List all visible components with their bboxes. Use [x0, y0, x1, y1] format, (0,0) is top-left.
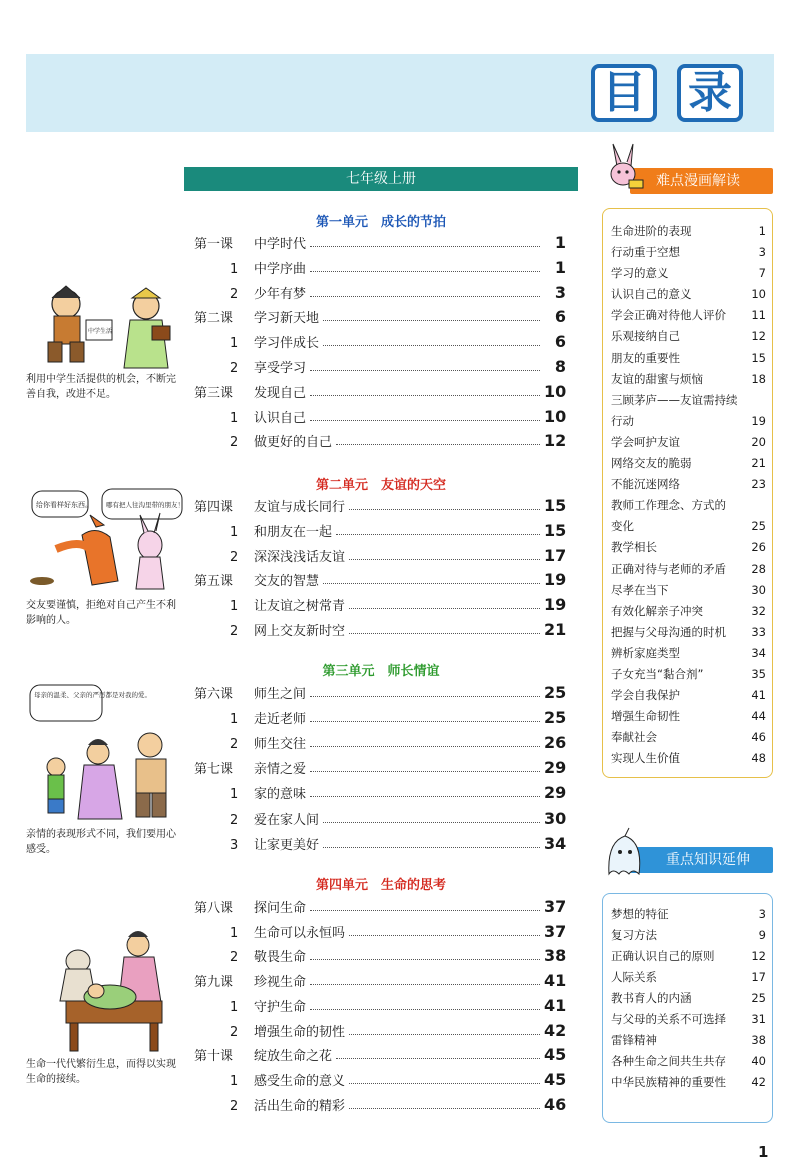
panel-item-page: 18 — [751, 371, 766, 386]
title-char-1: 目 — [591, 64, 657, 122]
toc-page-number: 41 — [544, 971, 567, 991]
toc-number: 3 — [230, 837, 239, 853]
toc-page-number: 38 — [544, 946, 567, 966]
panel-item[interactable] — [611, 1072, 766, 1093]
panel-item-title: 教学相长 — [611, 540, 657, 555]
toc-title: 中学序曲 — [254, 261, 307, 277]
toc-number: 第九课 — [194, 975, 234, 991]
panel-item[interactable] — [611, 1030, 766, 1051]
illustration-scholar — [26, 276, 186, 372]
toc-title: 少年有梦 — [254, 286, 307, 302]
panel-item-page: 38 — [751, 1033, 766, 1047]
panel-item-title: 网络交友的脆弱 — [611, 456, 692, 471]
toc-page-number: 25 — [544, 683, 567, 702]
toc-title: 绽放生命之花 — [254, 1049, 333, 1065]
panel-item-title: 梦想的特征 — [611, 907, 669, 921]
toc-section-row[interactable] — [194, 703, 566, 727]
toc-page-number: 34 — [544, 833, 567, 853]
toc-section-row[interactable] — [194, 1065, 566, 1089]
panel-item[interactable] — [611, 369, 766, 390]
toc-page-number: 6 — [554, 332, 566, 352]
toc-number: 第十课 — [194, 1049, 234, 1065]
toc-section-row[interactable] — [194, 516, 566, 540]
toc-lesson-row[interactable] — [194, 377, 566, 401]
toc-number: 1 — [230, 410, 239, 426]
panel-item-title: 变化 — [611, 519, 634, 534]
panel-item-page: 17 — [751, 970, 766, 984]
panel-item-page: 9 — [758, 928, 766, 942]
panel-item-page: 40 — [751, 1054, 766, 1068]
toc-page-number: 25 — [544, 708, 567, 728]
toc-page-number: 10 — [544, 406, 567, 426]
dot-leader — [349, 935, 540, 936]
panel-item-page: 33 — [751, 624, 766, 639]
toc-title: 师生交往 — [254, 737, 307, 753]
rabbit-mascot-icon — [603, 142, 645, 194]
panel-item[interactable] — [611, 904, 766, 925]
panel-item[interactable] — [611, 516, 766, 537]
knowledge-panel-list — [602, 893, 773, 1123]
panel-item-page: 35 — [751, 666, 766, 681]
panel-item[interactable] — [611, 221, 766, 242]
caption-2: 交友要谨慎，拒绝对自己产生不利影响的人。 — [26, 600, 176, 626]
dot-leader — [336, 534, 540, 535]
toc-page-number: 19 — [544, 595, 567, 615]
panel-item-title: 子女充当“黏合剂” — [611, 666, 704, 681]
toc-title: 发现自己 — [254, 385, 307, 401]
comic-panel-list — [602, 208, 773, 778]
toc-title: 走近老师 — [254, 712, 307, 728]
toc-section-row[interactable] — [194, 941, 566, 965]
toc-page-number: 21 — [544, 620, 567, 639]
panel-item-title: 教师工作理念、方式的 — [611, 498, 726, 513]
dot-leader — [310, 910, 540, 911]
toc-title: 爱在家人间 — [254, 812, 320, 828]
panel-item-page: 15 — [751, 350, 766, 365]
dot-leader — [349, 608, 540, 609]
toc-page-number: 41 — [544, 995, 567, 1015]
panel-item-title: 各种生命之间共生共存 — [611, 1054, 726, 1068]
toc-title: 增强生命的韧性 — [254, 1024, 346, 1040]
toc-page-number: 12 — [544, 431, 567, 451]
toc-section-row[interactable] — [194, 253, 566, 277]
dot-leader — [310, 246, 540, 247]
dot-leader — [310, 1009, 540, 1010]
panel-item-title: 辨析家庭类型 — [611, 645, 680, 660]
toc-page-number: 46 — [544, 1094, 567, 1114]
dot-leader — [310, 746, 540, 747]
toc-number: 2 — [230, 950, 239, 966]
dot-leader — [349, 633, 540, 634]
panel-item-title: 学习的意义 — [611, 266, 669, 281]
panel-item[interactable] — [611, 1009, 766, 1030]
panel-item-title: 学会自我保护 — [611, 688, 680, 703]
toc-number: 1 — [230, 925, 239, 941]
toc-number: 第五课 — [194, 574, 234, 590]
panel-item-title: 人际关系 — [611, 970, 657, 984]
toc-page-number: 1 — [554, 233, 566, 252]
dot-leader — [310, 296, 540, 297]
panel-item-title: 行动重于空想 — [611, 245, 680, 260]
toc-title: 师生之间 — [254, 687, 307, 702]
dot-leader — [310, 771, 540, 772]
dot-leader — [310, 420, 540, 421]
panel-item-page: 12 — [751, 949, 766, 963]
unit-heading: 第三单元 师长情谊 — [322, 664, 440, 679]
family-bubble-text: 母亲的温柔、父亲的严厉都是对我的爱。 — [34, 691, 151, 699]
toc-number: 第七课 — [194, 762, 234, 778]
caption-1: 利用中学生活提供的机会，不断完善自我，改进不足。 — [26, 374, 176, 400]
unit-heading: 第一单元 成长的节拍 — [315, 215, 446, 230]
panel-item-page: 21 — [751, 456, 766, 471]
panel-item[interactable] — [611, 305, 766, 326]
toc-lesson-row[interactable] — [194, 753, 566, 777]
panel-item-page: 1 — [758, 224, 766, 238]
toc-number: 第八课 — [194, 901, 234, 916]
toc-title: 交友的智慧 — [254, 574, 320, 590]
knowledge-panel-label: 重点知识延伸 — [630, 847, 773, 873]
fox-bubble-text: 给你看样好东西。 — [36, 501, 92, 509]
panel-item-page: 32 — [751, 603, 766, 618]
panel-item-title: 与父母的关系不可选择 — [611, 1012, 726, 1026]
panel-item[interactable] — [611, 284, 766, 305]
panel-item-page: 20 — [751, 434, 766, 449]
panel-item[interactable] — [611, 622, 766, 643]
panel-item-page: 28 — [751, 561, 766, 576]
toc-number: 1 — [230, 336, 239, 352]
toc-title: 活出生命的精彩 — [254, 1098, 346, 1114]
panel-item[interactable] — [611, 685, 766, 706]
toc-number: 2 — [230, 361, 239, 376]
header-band — [26, 54, 774, 132]
unit-heading: 第二单元 友谊的天空 — [315, 478, 446, 493]
toc-section-row[interactable] — [194, 1016, 566, 1040]
panel-item-title: 教书育人的内涵 — [611, 991, 692, 1005]
toc-title: 生命可以永恒吗 — [254, 925, 346, 941]
toc-page-number: 37 — [544, 921, 567, 941]
panel-item[interactable] — [611, 474, 766, 495]
toc-title: 认识自己 — [254, 410, 307, 426]
panel-item-title: 乐观接纳自己 — [611, 329, 680, 344]
panel-item-page: 46 — [751, 730, 766, 745]
toc-title: 感受生命的意义 — [254, 1073, 346, 1089]
toc-title: 做更好的自己 — [254, 435, 333, 451]
unit-heading: 第四单元 生命的思考 — [315, 878, 446, 893]
panel-item[interactable] — [611, 411, 766, 432]
panel-item-page: 48 — [751, 751, 766, 766]
toc-title: 深深浅浅话友谊 — [254, 549, 346, 565]
toc-page-number: 19 — [544, 570, 567, 590]
dot-leader — [310, 984, 540, 985]
dot-leader — [310, 271, 540, 272]
toc-number: 1 — [230, 787, 239, 803]
panel-item[interactable] — [611, 495, 766, 516]
panel-item-title: 实现人生价值 — [611, 751, 680, 766]
toc-lesson-row[interactable] — [194, 228, 566, 252]
toc-page-number: 10 — [544, 381, 567, 401]
panel-item-page: 25 — [751, 991, 766, 1005]
panel-item-title: 中华民族精神的重要性 — [611, 1075, 726, 1089]
toc-lesson-row[interactable] — [194, 565, 566, 589]
panel-item[interactable] — [611, 348, 766, 369]
panel-item[interactable] — [611, 988, 766, 1009]
toc-lesson-row[interactable] — [194, 1040, 566, 1064]
panel-item-title: 正确认识自己的原则 — [611, 949, 715, 963]
illustration-cradle — [26, 925, 186, 1053]
toc-number: 1 — [230, 1073, 239, 1089]
panel-item-page: 41 — [751, 688, 766, 703]
panel-item[interactable] — [611, 432, 766, 453]
toc-title: 让家更美好 — [254, 837, 320, 853]
title-char-2: 录 — [677, 64, 743, 122]
toc-page-number: 3 — [554, 282, 566, 302]
toc-number: 2 — [230, 1024, 239, 1040]
dot-leader — [323, 847, 540, 848]
panel-item-page: 25 — [751, 519, 766, 534]
toc-section-row[interactable] — [194, 1090, 566, 1114]
panel-item[interactable] — [611, 925, 766, 946]
toc-page-number: 45 — [544, 1069, 567, 1089]
dot-leader — [310, 395, 540, 396]
panel-item[interactable] — [611, 263, 766, 284]
sign-text: 中学生活 — [88, 328, 113, 335]
panel-item-page: 30 — [751, 582, 766, 597]
panel-item-title: 学会呵护友谊 — [611, 434, 680, 449]
comic-panel-label: 难点漫画解读 — [630, 168, 773, 194]
toc-section-row[interactable] — [194, 778, 566, 802]
panel-item-title: 雷锋精神 — [611, 1033, 657, 1047]
panel-item[interactable] — [611, 748, 766, 769]
toc-number: 2 — [230, 737, 239, 753]
caption-3: 亲情的表现形式不同，我们要用心感受。 — [26, 829, 176, 855]
toc-page-number: 26 — [544, 733, 567, 753]
toc-title: 敬畏生命 — [254, 950, 307, 966]
panel-item-page: 11 — [751, 308, 766, 323]
toc-number: 第六课 — [194, 687, 234, 702]
toc-number: 2 — [230, 549, 239, 565]
toc-title: 友谊与成长同行 — [254, 500, 346, 515]
panel-item[interactable] — [611, 580, 766, 601]
toc-number: 第二课 — [194, 311, 234, 327]
toc-section-row[interactable] — [194, 352, 566, 376]
toc-title: 学习新天地 — [254, 311, 320, 327]
toc-title: 守护生命 — [254, 999, 307, 1015]
panel-item-title: 尽孝在当下 — [611, 582, 669, 597]
toc-page-number: 8 — [554, 357, 566, 376]
toc-section-row[interactable] — [194, 804, 566, 828]
panel-item[interactable] — [611, 537, 766, 558]
dot-leader — [323, 320, 540, 321]
toc-section-row[interactable] — [194, 728, 566, 752]
toc-section-row[interactable] — [194, 590, 566, 614]
panel-item[interactable] — [611, 706, 766, 727]
toc-page-number: 6 — [554, 307, 566, 327]
dot-leader — [349, 1034, 540, 1035]
illustration-family — [26, 683, 186, 823]
panel-item-page: 19 — [751, 413, 766, 428]
grade-heading: 七年级上册 — [184, 167, 578, 191]
toc-section-row[interactable] — [194, 829, 566, 853]
toc-page-number: 15 — [544, 520, 567, 540]
toc-number: 1 — [230, 261, 239, 277]
toc-title: 探问生命 — [254, 901, 307, 916]
toc-section-row[interactable] — [194, 917, 566, 941]
toc-section-row[interactable] — [194, 402, 566, 426]
panel-item-page: 10 — [751, 287, 766, 302]
toc-number: 2 — [230, 812, 239, 828]
toc-number: 1 — [230, 999, 239, 1015]
panel-item[interactable] — [611, 727, 766, 748]
panel-item[interactable] — [611, 664, 766, 685]
panel-item[interactable] — [611, 967, 766, 988]
panel-item[interactable] — [611, 643, 766, 664]
toc-number: 2 — [230, 1098, 239, 1114]
toc-page-number: 30 — [544, 808, 567, 828]
panel-item[interactable] — [611, 390, 766, 411]
rabbit-bubble-text: 哪有把人往沟里带的朋友！ — [106, 501, 184, 509]
toc-page-number: 42 — [544, 1020, 567, 1040]
panel-item-page: 42 — [751, 1075, 766, 1089]
toc-title: 珍视生命 — [254, 975, 307, 991]
dot-leader — [310, 796, 540, 797]
toc-section-row[interactable] — [194, 426, 566, 450]
toc-section-row[interactable] — [194, 327, 566, 351]
illustration-fox-rabbit — [26, 485, 186, 597]
panel-item-page: 3 — [758, 907, 766, 921]
toc-title: 让友谊之树常青 — [254, 599, 346, 615]
toc-page-number: 17 — [544, 545, 567, 565]
panel-item-title: 正确对待与老师的矛盾 — [611, 561, 726, 576]
toc-title: 和朋友在一起 — [254, 524, 333, 540]
toc-section-row[interactable] — [194, 991, 566, 1015]
toc-page-number: 29 — [544, 783, 567, 803]
toc-number: 1 — [230, 599, 239, 615]
panel-item[interactable] — [611, 242, 766, 263]
dot-leader — [349, 1083, 540, 1084]
panel-item[interactable] — [611, 453, 766, 474]
toc-title: 享受学习 — [254, 361, 307, 376]
dot-leader — [336, 1058, 540, 1059]
dot-leader — [323, 583, 540, 584]
dot-leader — [310, 370, 540, 371]
panel-item-title: 行动 — [611, 413, 634, 428]
dot-leader — [349, 1108, 540, 1109]
dot-leader — [310, 959, 540, 960]
panel-item-title: 三顾茅庐——友谊需持续 — [611, 392, 738, 407]
panel-item[interactable] — [611, 559, 766, 580]
panel-item-page: 31 — [751, 1012, 766, 1026]
panel-item-page: 26 — [751, 540, 766, 555]
page-number: 1 — [758, 1143, 769, 1161]
toc-number: 2 — [230, 435, 239, 451]
toc-number: 第一课 — [194, 237, 234, 252]
panel-item[interactable] — [611, 946, 766, 967]
toc-lesson-row[interactable] — [194, 892, 566, 916]
panel-item-title: 增强生命韧性 — [611, 709, 680, 724]
toc-number: 1 — [230, 712, 239, 728]
panel-item-title: 不能沉迷网络 — [611, 477, 680, 492]
panel-item[interactable] — [611, 601, 766, 622]
dot-leader — [349, 559, 540, 560]
panel-item-page: 12 — [751, 329, 766, 344]
ghost-mascot-icon — [603, 826, 645, 878]
dot-leader — [323, 345, 540, 346]
panel-item-title: 把握与父母沟通的时机 — [611, 624, 726, 639]
toc-title: 网上交友新时空 — [254, 624, 346, 639]
toc-lesson-row[interactable] — [194, 678, 566, 702]
panel-item-title: 朋友的重要性 — [611, 350, 680, 365]
panel-item-title: 学会正确对待他人评价 — [611, 308, 726, 323]
toc-page-number: 45 — [544, 1045, 567, 1065]
toc-lesson-row[interactable] — [194, 302, 566, 326]
toc-title: 亲情之爱 — [254, 762, 307, 778]
panel-item-title: 认识自己的意义 — [611, 287, 692, 302]
toc-page-number: 15 — [544, 496, 567, 515]
panel-item-page: 23 — [751, 477, 766, 492]
toc-section-row[interactable] — [194, 615, 566, 639]
toc-number: 2 — [230, 286, 239, 302]
dot-leader — [323, 822, 540, 823]
toc-title: 家的意味 — [254, 787, 307, 803]
toc-lesson-row[interactable] — [194, 491, 566, 515]
toc-title: 中学时代 — [254, 237, 307, 252]
dot-leader — [336, 444, 540, 445]
panel-item-page: 44 — [751, 709, 766, 724]
panel-item-page: 3 — [758, 245, 766, 260]
panel-item-title: 生命进阶的表现 — [611, 224, 692, 238]
toc-title: 学习伴成长 — [254, 336, 320, 352]
panel-item[interactable] — [611, 326, 766, 347]
toc-number: 第三课 — [194, 385, 234, 401]
toc-section-row[interactable] — [194, 541, 566, 565]
toc-section-row[interactable] — [194, 278, 566, 302]
caption-4: 生命一代代繁衍生息，而得以实现生命的接续。 — [26, 1059, 176, 1085]
toc-page-number: 37 — [544, 897, 567, 916]
toc-page-number: 1 — [554, 257, 566, 277]
panel-item-page: 7 — [758, 266, 766, 281]
toc-page-number: 29 — [544, 758, 567, 778]
panel-item-page: 34 — [751, 645, 766, 660]
panel-item-title: 奉献社会 — [611, 730, 657, 745]
dot-leader — [310, 721, 540, 722]
toc-lesson-row[interactable] — [194, 966, 566, 990]
toc-number: 2 — [230, 624, 239, 639]
panel-item-title: 有效化解亲子冲突 — [611, 603, 703, 618]
panel-item-title: 友谊的甜蜜与烦恼 — [611, 371, 703, 386]
dot-leader — [349, 509, 540, 510]
panel-item[interactable] — [611, 1051, 766, 1072]
toc-number: 1 — [230, 524, 239, 540]
panel-item-title: 复习方法 — [611, 928, 657, 942]
toc-number: 第四课 — [194, 500, 234, 515]
dot-leader — [310, 696, 540, 697]
